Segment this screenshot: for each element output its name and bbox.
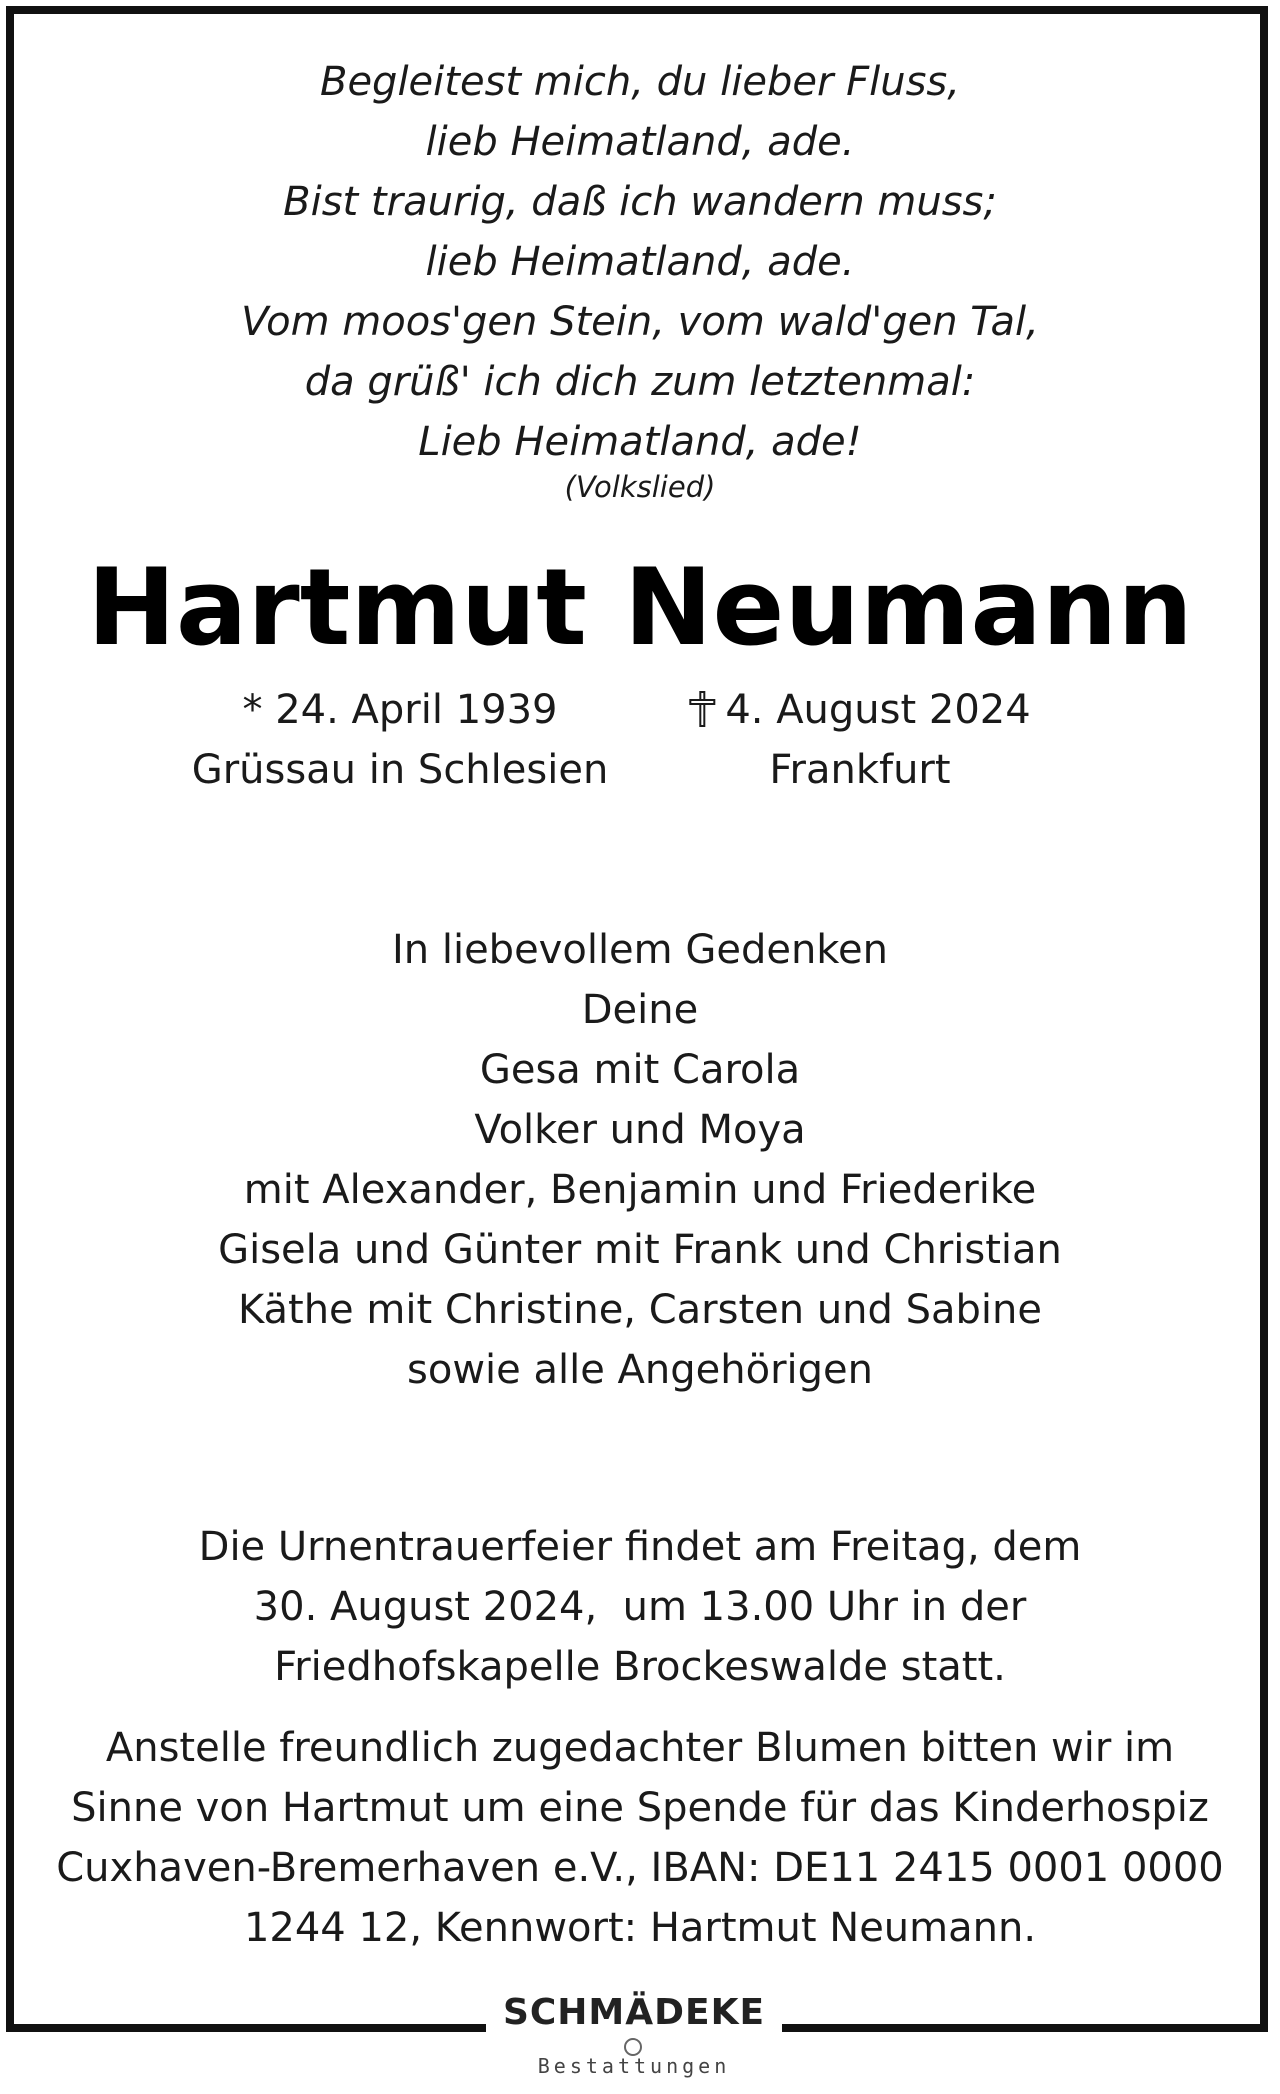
ceremony-line: Friedhofskapelle Brockeswalde statt. xyxy=(274,1644,1006,1690)
ceremony-notice xyxy=(0,1517,1280,1697)
death-place: Frankfurt xyxy=(769,747,951,793)
poem-line: Begleitest mich, du lieber Fluss, xyxy=(320,59,960,105)
donation-line: Cuxhaven-Bremerhaven e.V., IBAN: DE11 2415 0001 0000 xyxy=(56,1845,1224,1891)
poem-source: (Volkslied) xyxy=(564,470,716,504)
death-date: 4. August 2024 xyxy=(725,687,1031,733)
death-date-row xyxy=(689,680,1030,740)
funeral-home-logo xyxy=(486,1982,782,2094)
birth-info xyxy=(192,680,609,800)
poem-line: Bist traurig, daß ich wandern muss; xyxy=(283,179,997,225)
donation-line: Sinne von Hartmut um eine Spende für das Kinderhospiz xyxy=(71,1785,1209,1831)
mourner-line: Gesa mit Carola xyxy=(479,1047,801,1093)
donation-line: Anstelle freundlich zugedachter Blumen bitten wir im xyxy=(105,1725,1175,1771)
mourner-line: In liebevollem Gedenken xyxy=(391,927,888,973)
poem xyxy=(0,52,1280,472)
poem-line: Lieb Heimatland, ade! xyxy=(418,419,862,465)
mourner-line: Volker und Moya xyxy=(474,1107,806,1153)
latin-cross-icon xyxy=(689,691,715,727)
birth-place: Grüssau in Schlesien xyxy=(191,747,609,793)
birth-date: * 24. April 1939 xyxy=(242,687,558,733)
mourner-line: mit Alexander, Benjamin und Friederike xyxy=(243,1167,1037,1213)
poem-line: lieb Heimatland, ade. xyxy=(425,119,855,165)
ceremony-line: 30. August 2024, um 13.00 Uhr in der xyxy=(253,1584,1027,1630)
poem-line: Vom moos'gen Stein, vom wald'gen Tal, xyxy=(241,299,1039,345)
poem-line: da grüß' ich dich zum letztenmal: xyxy=(304,359,976,405)
deceased-name: Hartmut Neumann xyxy=(87,546,1193,669)
mourner-line: sowie alle Angehörigen xyxy=(407,1347,873,1393)
donation-notice xyxy=(0,1718,1280,1958)
logo-subtitle: Bestattungen xyxy=(537,2054,731,2078)
logo-name: SCHMÄDEKE xyxy=(502,1992,766,2033)
mourner-line: Deine xyxy=(581,987,699,1033)
mourners-list xyxy=(0,920,1280,1400)
donation-line: 1244 12, Kennwort: Hartmut Neumann. xyxy=(243,1905,1037,1951)
poem-line: lieb Heimatland, ade. xyxy=(425,239,855,285)
ceremony-line: Die Urnentrauerfeier findet am Freitag, dem xyxy=(198,1524,1082,1570)
mourner-line: Gisela und Günter mit Frank und Christian xyxy=(218,1227,1062,1273)
death-info xyxy=(689,680,1030,800)
mourner-line: Käthe mit Christine, Carsten und Sabine xyxy=(237,1287,1042,1333)
